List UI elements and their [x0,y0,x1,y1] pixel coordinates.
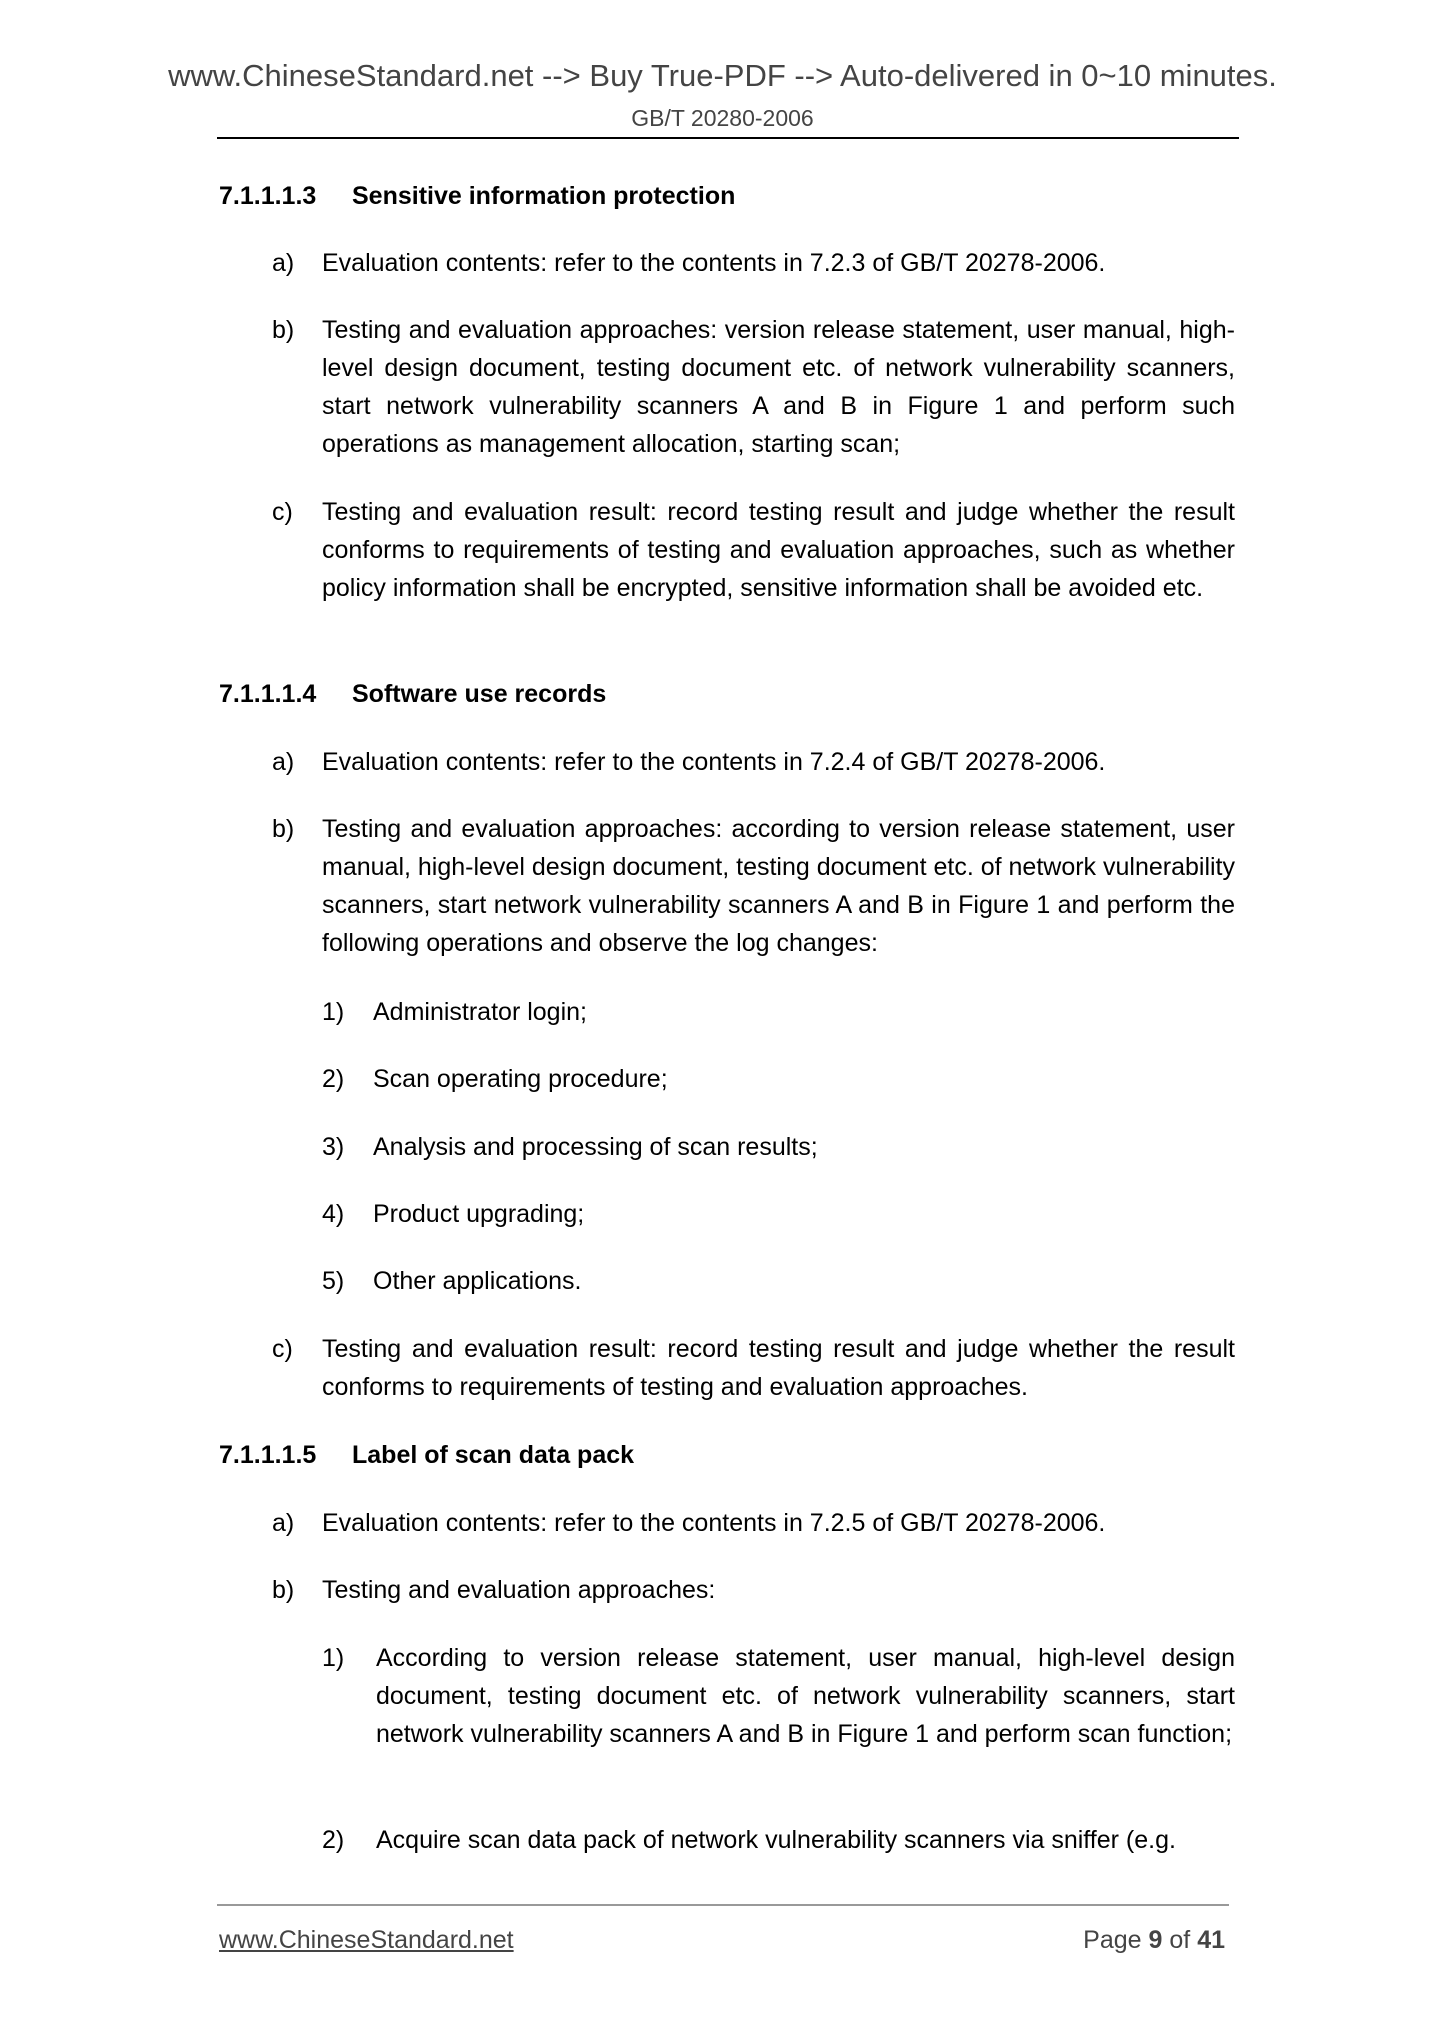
item-text: Evaluation contents: refer to the contents in 7.2.5 of GB/T 20278-2006. [322,1509,1106,1537]
item-text: Acquire scan data pack of network vulnerability scanners via sniffer (e.g. [376,1826,1176,1854]
item-text: According to version release statement, user manual, high-level design document, testing document etc. of network vulnerability scanners, start network vulnerability scanners A and B in Figure 1 and perform scan function; [376,1644,1235,1748]
item-text: Other applications. [373,1267,582,1295]
section-number: 7.1.1.1.5 [219,1441,317,1469]
item-label: 5) [322,1267,345,1295]
item-label: b) [272,316,295,344]
section-title: Software use records [352,680,607,708]
sub-list-item [322,1060,1235,1098]
page-current: 9 [1148,1926,1163,1954]
item-text: Testing and evaluation approaches: version release statement, user manual, high-level design document, testing document etc. of network vulnerability scanners, start network vulnerability scanners A and B in Figure 1 and perform such operations as management allocation, starting scan; [322,316,1235,458]
item-text: Product upgrading; [373,1200,585,1228]
item-text: Evaluation contents: refer to the contents in 7.2.4 of GB/T 20278-2006. [322,748,1106,776]
item-label: c) [272,498,293,526]
item-label: 2) [322,1826,345,1854]
item-label: b) [272,1576,295,1604]
page-prefix: Page [1083,1926,1142,1954]
header-divider [217,137,1239,139]
section-number: 7.1.1.1.4 [219,680,317,708]
list-item [272,311,1235,463]
list-item [272,493,1235,607]
sub-list-item [322,1262,1235,1300]
footer-website-link[interactable]: www.ChineseStandard.net [219,1926,514,1954]
section-number: 7.1.1.1.3 [219,182,317,210]
list-item [272,810,1235,962]
section-title: Label of scan data pack [352,1441,635,1469]
item-label: a) [272,1509,295,1537]
page-indicator [1083,1926,1225,1955]
item-text: Scan operating procedure; [373,1065,668,1093]
list-item [272,1330,1235,1406]
item-text: Evaluation contents: refer to the contents in 7.2.3 of GB/T 20278-2006. [322,249,1106,277]
page-of: of [1169,1926,1191,1954]
header-banner: www.ChineseStandard.net --> Buy True-PDF --> Auto-delivered in 0~10 minutes. [168,58,1277,93]
section-heading [219,177,735,215]
item-label: a) [272,249,295,277]
item-label: 4) [322,1200,345,1228]
item-label: 3) [322,1133,345,1161]
footer-divider [217,1904,1229,1906]
list-item [272,244,1235,282]
sub-list-item [322,1128,1235,1166]
standard-number: GB/T 20280-2006 [631,105,814,131]
item-text: Testing and evaluation approaches: [322,1576,716,1604]
item-label: c) [272,1335,293,1363]
sub-list-item [322,1195,1235,1233]
item-text: Testing and evaluation result: record testing result and judge whether the result conforms to requirements of testing and evaluation approaches. [322,1335,1235,1401]
item-label: a) [272,748,295,776]
page-total: 41 [1197,1926,1225,1954]
item-text: Analysis and processing of scan results; [373,1133,818,1161]
item-text: Administrator login; [373,998,587,1026]
list-item [272,743,1235,781]
sub-list-item [322,993,1235,1031]
item-label: 1) [322,998,345,1026]
item-label: b) [272,815,295,843]
item-label: 2) [322,1065,345,1093]
item-text: Testing and evaluation result: record testing result and judge whether the result conforms to requirements of testing and evaluation approaches, such as whether policy information shall be encrypted, sensitive information shall be avoided etc. [322,498,1235,602]
section-title: Sensitive information protection [352,182,736,210]
list-item [272,1571,1235,1609]
item-text: Testing and evaluation approaches: according to version release statement, user manual, high-level design document, testing document etc. of network vulnerability scanners, start network vulnerability scanners A and B in Figure 1 and perform the following operations and observe the log changes: [322,815,1236,957]
sub-list-item [322,1821,1235,1859]
sub-list-item [322,1639,1235,1753]
list-item [272,1504,1235,1542]
section-heading [219,1436,634,1474]
section-heading [219,675,606,713]
item-label: 1) [322,1644,345,1672]
